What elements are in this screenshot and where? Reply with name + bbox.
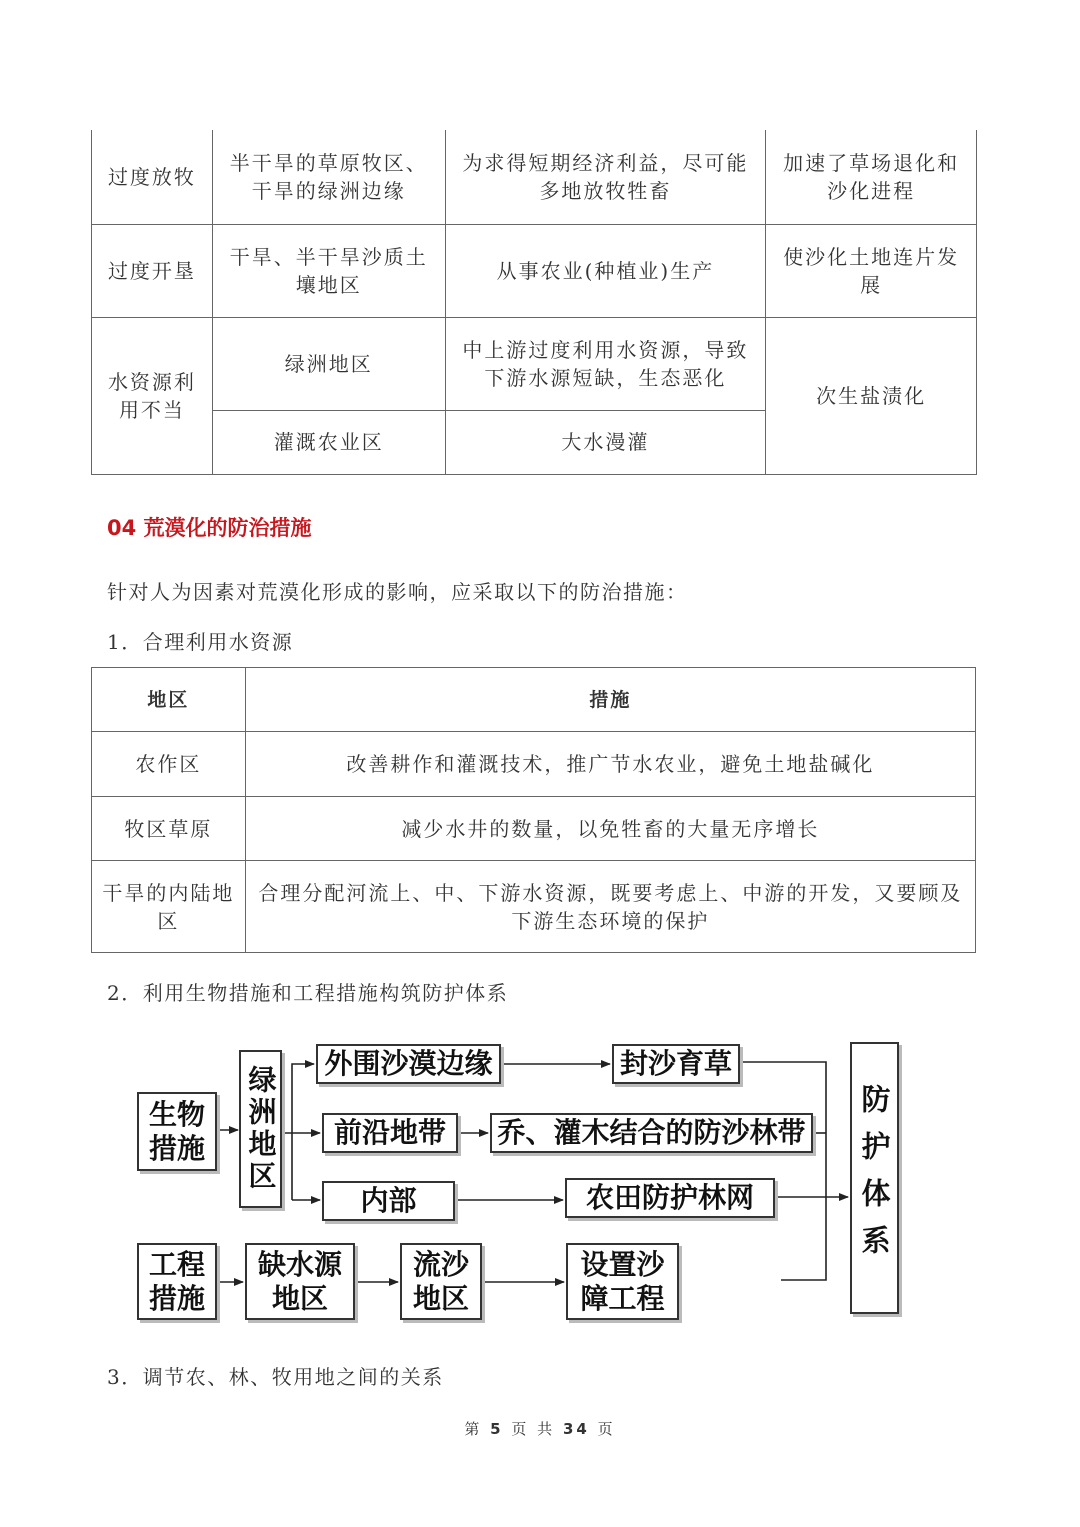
activity-cell: 从事农业(种植业)生产 — [445, 224, 766, 317]
water-shortage-box: 缺水源地区 — [245, 1243, 355, 1320]
protection-system-box: 防护体系 — [850, 1042, 899, 1314]
outer-desert-box: 外围沙漠边缘 — [316, 1044, 501, 1084]
bio-measures-box: 生物措施 — [137, 1092, 217, 1171]
area-cell: 牧区草原 — [92, 797, 246, 861]
engineering-measures-box: 工程措施 — [137, 1243, 217, 1320]
region-cell: 干旱、半干旱沙质土壤地区 — [212, 224, 445, 317]
page-total: 34 — [562, 1420, 590, 1438]
header-area: 地区 — [92, 668, 246, 732]
inner-box: 内部 — [322, 1181, 455, 1221]
effect-cell: 次生盐渍化 — [766, 317, 977, 474]
header-measure: 措施 — [245, 668, 975, 732]
region-cell: 绿洲地区 — [212, 317, 445, 410]
activity-cell: 中上游过度利用水资源，导致下游水源短缺，生态恶化 — [445, 317, 766, 410]
measure-cell: 改善耕作和灌溉技术，推广节水农业，避免土地盐碱化 — [245, 732, 975, 797]
item-1-title: 1．合理利用水资源 — [107, 630, 294, 654]
cause-cell: 过度放牧 — [92, 130, 213, 224]
page-footer — [0, 1418, 1080, 1439]
measure-cell: 合理分配河流上、中、下游水资源，既要考虑上、中游的开发，又要顾及下游生态环境的保护 — [245, 861, 975, 953]
footer-prefix: 第 — [464, 1420, 483, 1438]
cause-cell: 水资源利用不当 — [92, 317, 213, 474]
oasis-region-box: 绿洲地区 — [239, 1050, 282, 1208]
branch-outer — [292, 1064, 314, 1200]
activity-cell: 大水漫灌 — [445, 410, 766, 474]
item-2-title: 2．利用生物措施和工程措施构筑防护体系 — [107, 981, 509, 1005]
line-to-system-top — [741, 1062, 826, 1280]
front-zone-box: 前沿地带 — [322, 1113, 458, 1153]
effect-cell: 加速了草场退化和沙化进程 — [766, 130, 977, 224]
shelterbelt-box: 乔、灌木结合的防沙林带 — [490, 1113, 813, 1153]
item-3-title: 3．调节农、林、牧用地之间的关系 — [107, 1365, 444, 1389]
activity-cell: 为求得短期经济利益，尽可能多地放牧牲畜 — [445, 130, 766, 224]
measure-cell: 减少水井的数量，以免牲畜的大量无序增长 — [245, 797, 975, 861]
intro-text: 针对人为因素对荒漠化形成的影响，应采取以下的防治措施： — [107, 580, 688, 604]
farm-net-box: 农田防护林网 — [565, 1178, 775, 1218]
area-cell: 农作区 — [92, 732, 246, 797]
area-cell: 干旱的内陆地区 — [92, 861, 246, 953]
section-heading: 04 荒漠化的防治措施 — [107, 516, 312, 540]
quicksand-box: 流沙地区 — [400, 1243, 482, 1320]
effect-cell: 使沙化土地连片发展 — [766, 224, 977, 317]
region-cell: 半干旱的草原牧区、干旱的绿洲边缘 — [212, 130, 445, 224]
cause-cell: 过度开垦 — [92, 224, 213, 317]
page-number: 5 — [490, 1420, 504, 1438]
seal-sand-box: 封沙育草 — [612, 1044, 740, 1084]
footer-middle: 页 共 — [511, 1420, 556, 1438]
footer-suffix: 页 — [597, 1420, 616, 1438]
region-cell: 灌溉农业区 — [212, 410, 445, 474]
sand-barrier-box: 设置沙障工程 — [566, 1243, 679, 1320]
